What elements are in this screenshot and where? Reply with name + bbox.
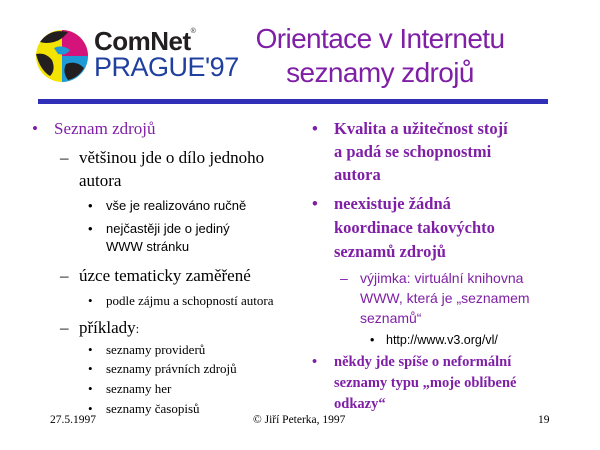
- slide-title: [215, 22, 545, 90]
- bullet-icon: •: [88, 221, 93, 236]
- left-dash-2: úzce tematicky zaměřené: [79, 266, 251, 285]
- dash-icon: –: [60, 318, 69, 337]
- left-sub-3: podle zájmu a schopností autora: [106, 293, 274, 308]
- right-bullet-1-line-2: a padá se schopnostmi: [334, 142, 492, 161]
- right-dash-1-line-1: výjimka: virtuální knihovna: [360, 270, 524, 286]
- left-dash-3: příklady:: [79, 318, 140, 337]
- right-dash-1-line-3: seznamů“: [360, 310, 422, 326]
- right-bullet-2-line-3: seznamů zdrojů: [334, 242, 446, 261]
- left-bullet-1: Seznam zdrojů: [54, 119, 156, 138]
- bullet-icon: •: [88, 361, 93, 376]
- dash-icon: –: [60, 266, 69, 285]
- globe-logo-icon: [32, 24, 94, 88]
- bullet-icon: •: [32, 119, 38, 138]
- left-sub-2-line-1: nejčastěji jde o jediný: [106, 221, 230, 236]
- left-sub-5: seznamy právních zdrojů: [106, 361, 237, 376]
- left-sub-2-line-2: WWW stránku: [106, 239, 190, 254]
- right-bullet-3-line-2: seznamy typu „moje oblíbené: [334, 375, 517, 391]
- bullet-icon: •: [312, 354, 318, 370]
- bullet-icon: •: [88, 401, 93, 416]
- bullet-icon: •: [312, 119, 318, 138]
- bullet-icon: •: [88, 342, 93, 357]
- bullet-icon: •: [312, 194, 318, 213]
- left-sub-4: seznamy providerů: [106, 342, 206, 357]
- left-dash-1-line-2: autora: [79, 171, 122, 190]
- title-line-2: seznamy zdrojů: [286, 57, 474, 88]
- right-bullet-2-line-1: neexistuje žádná: [334, 194, 451, 213]
- right-bullet-2-line-2: koordinace takovýchto: [334, 218, 495, 237]
- left-dash-1-line-1: většinou jde o dílo jednoho: [79, 148, 265, 167]
- right-sub-1-url: http://www.v3.org/vl/: [386, 333, 498, 347]
- footer-author: © Jiří Peterka, 1997: [253, 414, 346, 426]
- footer-page-number: 19: [538, 414, 550, 426]
- right-bullet-1-line-1: Kvalita a užitečnost stojí: [334, 119, 508, 138]
- bullet-icon: •: [370, 333, 375, 347]
- bullet-icon: •: [88, 293, 93, 308]
- left-sub-1: vše je realizováno ručně: [106, 198, 247, 213]
- logo-brand: ComNet®: [94, 26, 196, 56]
- footer-date: 27.5.1997: [50, 414, 96, 426]
- right-bullet-3-line-1: někdy jde spíše o neformální: [334, 354, 512, 370]
- left-sub-7: seznamy časopisů: [106, 401, 200, 416]
- title-line-1: Orientace v Internetu: [255, 23, 505, 54]
- logo-event: PRAGUE'97: [94, 52, 239, 82]
- comnet-logo: [30, 20, 239, 90]
- dash-icon: –: [60, 148, 69, 167]
- bullet-icon: •: [88, 381, 93, 396]
- right-bullet-1-line-3: autora: [334, 165, 381, 184]
- dash-icon: –: [340, 270, 348, 286]
- right-dash-1-line-2: WWW, která je „seznamem: [360, 290, 530, 306]
- right-bullet-3-line-3: odkazy“: [334, 396, 386, 412]
- left-sub-6: seznamy her: [106, 381, 172, 396]
- bullet-icon: •: [88, 198, 93, 213]
- title-rule: [38, 99, 548, 104]
